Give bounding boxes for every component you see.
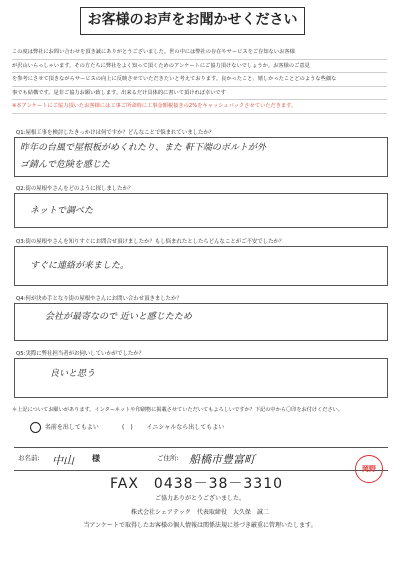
option-initial-ok-label: イニシャルなら出してもよい <box>146 424 225 431</box>
name-suffix: 様 <box>92 454 100 463</box>
question-1-label: Q1:屋根工事を検討したきっかけは何ですか？どんなことで悩まれていましたか？ <box>16 130 215 136</box>
question-3-answer-line: すぐに連絡が来ました。 <box>30 261 130 271</box>
name-value: 中山 <box>52 454 74 467</box>
intro-text <box>12 46 387 114</box>
selected-circle-mark <box>30 422 41 433</box>
question-2-label: Q2:街の屋根やさんをどのように探しましたか？ <box>16 186 134 192</box>
question-4-label: Q4:何が決め手となり街の屋根やさんにお問い合わせ頂きましたか？ <box>16 296 182 302</box>
fax-number: FAX 0438－38－3310 <box>110 476 284 492</box>
name-address-row <box>14 447 388 471</box>
name-label: お名前: <box>18 454 40 462</box>
hanko-stamp: 岡野 <box>355 455 383 483</box>
company-name: 株式会社シェアテック 代表取締役 大久保 誠二 <box>131 509 269 516</box>
question-1-answer-line: ゴ錆んで危険を感じた <box>20 160 111 170</box>
page-title: お客様のお声をお聞かせください <box>80 7 305 35</box>
address-label: ご住所: <box>157 454 179 462</box>
question-3-label: Q3:街の屋根やさんを知りすぐにお問合せ頂けましたか？もし悩まれたとしたらどんなことがご不安でしたか？ <box>16 239 285 245</box>
option-initial-ok[interactable] <box>122 422 224 431</box>
intro-line: が沢山いらっしゃいます。その方たちに弊社をよく知って頂くためのアンケートにご協力頂けないでしょうか。お客様のご意見 <box>12 60 387 74</box>
question-5-answer-line: 良いと思う <box>50 369 96 379</box>
intro-line: 事でも結構です。是非ご協力お願い致します。出来るだけ具体的に書いて頂ければ幸いです <box>12 87 387 101</box>
address-value: 船橋市豊富町 <box>189 453 255 466</box>
option-initial-ok-bracket: ( ) <box>122 424 133 431</box>
option-name-ok-label: 名前を出してもよい <box>44 424 99 431</box>
question-1-answer-line: 昨年の台風で屋根板がめくれたり、また 軒下端のボルトが外 <box>20 143 266 153</box>
question-5-label: Q5:実際に弊社担当者がお伺いしていかがでしたか？ <box>16 351 145 357</box>
privacy-note: 当アンケートで取得したお客様の個人情報は関係法規に基づき厳重に管理いたします。 <box>83 522 317 529</box>
cashback-note: ※本アンケートにご協力頂いたお客様には工事ご所命時に工事金額税抜きの2%をキャッシュバックさせていただきます。 <box>12 100 387 114</box>
question-4-answer-line: 会社が最寄なので 近いと感じたため <box>45 312 192 322</box>
thanks-text: ご協力ありがとうございました。 <box>154 495 245 502</box>
question-2-answer-line: ネットで調べた <box>30 206 94 216</box>
intro-line: を参考にさせて頂きながらサービスの向上に反映させていただきたいと考えております。良かったこと、嬉しかったことどのような些細な <box>12 73 387 87</box>
intro-line: この度は弊社にお問い合わせを頂き誠にありがとうございました。世の中には弊社の存在やサービスをご存知ないお客様 <box>12 46 387 60</box>
option-name-ok[interactable] <box>30 422 99 433</box>
publish-permission-note: ＊上記についてお願いがあります。インターネットや印刷物に掲載させていただいてもよろしいですか？下記の中から〇印をお付けください。 <box>12 407 344 413</box>
